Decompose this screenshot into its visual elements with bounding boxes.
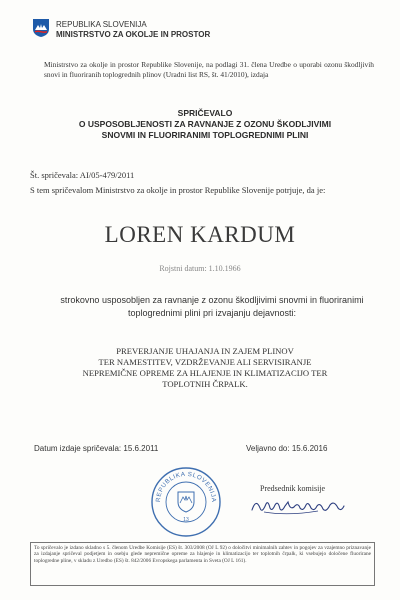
header-republic: REPUBLIKA SLOVENIJA <box>56 20 147 29</box>
slovenia-coat-of-arms-icon <box>32 18 50 38</box>
stamp-text: REPUBLIKA SLOVENIJA <box>154 470 218 503</box>
holder-name: LOREN KARDUM <box>104 222 296 247</box>
legal-footnote: To spričevalo je izdano skladno s 5. členom Uredbe Komisije (ES) št. 303/2008 (OJ L 92) o določitvi minimalnih zahtev in pogojev za vzajemno priznavanje za izdajanje spričeval podjetjem in osebju glede nepremične opreme za hlajenje in klimatizacijo ter toplotnih črpalk, ki vsebujejo določene fluorirane toplogredne pline, v skladu z Uredbo (ES) št. 842/2006 Evropskega parlamenta in Sveta (OJ L 161). <box>30 542 375 586</box>
valid-until: Veljavno do: 15.6.2016 <box>246 444 328 453</box>
intro-paragraph: Ministrstvo za okolje in prostor Republike Slovenije, na podlagi 31. člena Uredbe o uporabi ozonu škodljivih snovi in fluoriranih toplogrednih plinov (Uradni list RS, št. 41/2010), izdaja <box>44 60 374 79</box>
confirmation-text: S tem spričevalom Ministrstvo za okolje in prostor Republike Slovenije potrjuje, da je: <box>30 185 326 195</box>
official-stamp <box>150 466 222 538</box>
president-label: Predsednik komisije <box>260 484 326 493</box>
birth-date: Rojstni datum: 1.10.1966 <box>159 264 241 273</box>
president-signature <box>248 490 348 520</box>
certificate-title <box>20 108 390 141</box>
activity-line-3: NEPREMIČNE OPREME ZA HLAJENJE IN KLIMATIZACIJO TER <box>82 368 328 378</box>
issue-date: Datum izdaje spričevala: 15.6.2011 <box>34 444 159 453</box>
certificate-number: Št. spričevala: AI/05-479/2011 <box>30 170 135 180</box>
activity-line-4: TOPLOTNIH ČRPALK. <box>162 379 248 389</box>
title-line-2: O USPOSOBLJENOSTI ZA RAVNANJE Z OZONU ŠKODLJIVIMI <box>78 119 332 129</box>
stamp-number: 13 <box>183 517 189 523</box>
activity-line-2: TER NAMESTITEV, VZDRŽEVANJE ALI SERVISIRANJE <box>98 357 312 367</box>
activity-line-1: PREVERJANJE UHAJANJA IN ZAJEM PLINOV <box>116 346 294 356</box>
title-line-3: SNOVMI IN FLUORIRANIMI TOPLOGREDNIMI PLINI <box>101 130 309 140</box>
activity-description <box>40 346 370 390</box>
ministry-header <box>56 20 210 40</box>
header-ministry: MINISTRSTVO ZA OKOLJE IN PROSTOR <box>56 30 211 39</box>
qualification-text: strokovno usposobljen za ravnanje z ozonu škodljivimi snovmi in fluoriranimi toplogrednimi plini pri izvajanju dejavnosti: <box>60 295 364 318</box>
title-line-1: SPRIČEVALO <box>177 108 233 118</box>
